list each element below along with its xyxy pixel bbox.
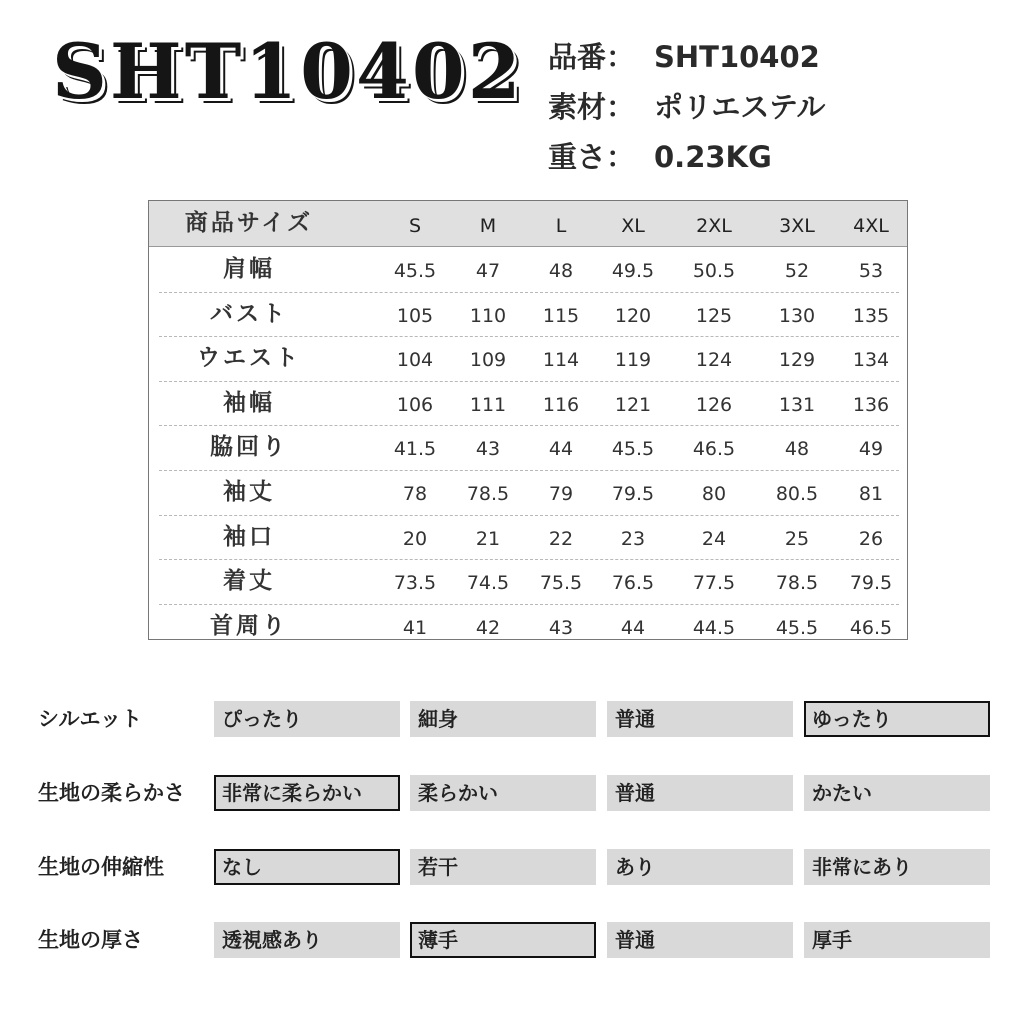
- size-table-cell: 131: [778, 393, 816, 416]
- size-table-cell: 76.5: [611, 572, 655, 595]
- attribute-label: 生地の柔らかさ: [38, 781, 185, 805]
- size-table-cell: 46.5: [849, 616, 893, 639]
- size-row-label: バスト: [210, 300, 288, 327]
- attribute-option: 細身: [410, 701, 596, 737]
- size-table-cell: 78.5: [466, 483, 510, 505]
- attribute-label: シルエット: [38, 707, 143, 731]
- size-table-cell: 44.5: [692, 616, 736, 639]
- size-header-l: L: [555, 215, 567, 237]
- size-table-cell: 26: [858, 527, 884, 550]
- size-table-cell: 110: [469, 304, 507, 327]
- size-header-xl: XL: [621, 215, 645, 237]
- size-header-s: S: [408, 215, 422, 237]
- size-table-cell: 104: [396, 349, 434, 372]
- attribute-option: あり: [607, 849, 793, 885]
- size-table-cell: 24: [701, 527, 727, 550]
- attribute-option-selected: なし: [214, 849, 400, 885]
- size-table-cell: 130: [778, 304, 816, 327]
- size-table-cell: 126: [695, 393, 733, 416]
- spec-value: SHT10402: [654, 40, 820, 74]
- size-table-cell: 44: [620, 616, 646, 639]
- size-row-label: 着丈: [223, 568, 275, 595]
- size-table-cell: 22: [548, 527, 574, 550]
- size-table-cell: 43: [548, 616, 574, 639]
- size-table-cell: 134: [852, 349, 890, 372]
- size-table-cell: 111: [469, 393, 507, 416]
- spec-value: ポリエステル: [654, 90, 826, 124]
- size-table-cell: 45.5: [393, 260, 437, 282]
- attribute-label: 生地の厚さ: [38, 928, 143, 952]
- size-table-cell: 20: [402, 527, 428, 550]
- size-table-cell: 42: [475, 616, 501, 639]
- attribute-option: かたい: [804, 775, 990, 811]
- size-table-cell: 109: [469, 349, 507, 372]
- size-table-cell: 114: [542, 349, 580, 372]
- size-table-cell: 124: [695, 349, 733, 372]
- spec-label: 重さ：: [548, 140, 636, 174]
- size-row-label: ウエスト: [197, 345, 301, 372]
- attribute-option: 非常にあり: [804, 849, 990, 885]
- attribute-option: 普通: [607, 775, 793, 811]
- size-table-cell: 105: [396, 304, 434, 327]
- size-table-cell: 47: [475, 260, 501, 282]
- spec-material: [548, 82, 825, 132]
- attribute-option: 普通: [607, 701, 793, 737]
- size-table-cell: 50.5: [692, 260, 736, 282]
- size-table-cell: 49: [858, 438, 884, 461]
- size-table-cell: 48: [784, 438, 810, 461]
- size-table-cell: 43: [475, 438, 501, 461]
- size-table-cell: 44: [548, 438, 574, 461]
- size-table-cell: 135: [852, 304, 890, 327]
- size-table-cell: 21: [475, 527, 501, 550]
- size-table-cell: 129: [778, 349, 816, 372]
- size-row-label: 袖丈: [223, 479, 275, 505]
- size-table-cell: 45.5: [775, 616, 819, 639]
- size-table-cell: 136: [852, 393, 890, 416]
- attribute-option: 若干: [410, 849, 596, 885]
- size-header-3xl: 3XL: [779, 215, 815, 237]
- size-table-cell: 78: [402, 483, 428, 505]
- size-table-cell: 106: [396, 393, 434, 416]
- size-table-cell: 74.5: [466, 572, 510, 595]
- spec-weight: [548, 132, 825, 182]
- size-table-cell: 49.5: [611, 260, 655, 282]
- size-table-cell: 52: [784, 260, 810, 282]
- size-table-cell: 75.5: [539, 572, 583, 595]
- size-table-cell: 73.5: [393, 572, 437, 595]
- product-specs: [548, 32, 825, 182]
- attribute-option: 透視感あり: [214, 922, 400, 958]
- attribute-option: 普通: [607, 922, 793, 958]
- spec-label: 素材：: [548, 90, 636, 124]
- size-table-cell: 78.5: [775, 572, 819, 595]
- size-header-4xl: 4XL: [853, 215, 889, 237]
- attribute-option: ぴったり: [214, 701, 400, 737]
- size-table-cell: 80.5: [775, 483, 819, 505]
- size-table-cell: 79: [548, 483, 574, 505]
- spec-label: 品番：: [548, 40, 636, 74]
- size-table-cell: 53: [858, 260, 884, 282]
- size-table-cell: 121: [614, 393, 652, 416]
- size-row-label: 脇回り: [210, 434, 288, 461]
- size-table-cell: 80: [701, 483, 727, 505]
- size-row-label: 袖口: [223, 523, 275, 550]
- attribute-label: 生地の伸縮性: [38, 855, 164, 879]
- size-table: [148, 200, 908, 640]
- spec-value: 0.23KG: [654, 140, 772, 174]
- attribute-option-selected: 薄手: [410, 922, 596, 958]
- size-table-cell: 120: [614, 304, 652, 327]
- size-table-cell: 79.5: [849, 572, 893, 595]
- size-header-label: 商品サイズ: [184, 210, 314, 236]
- spec-item-number: [548, 32, 825, 82]
- attribute-option: 柔らかい: [410, 775, 596, 811]
- size-table-cell: 46.5: [692, 438, 736, 461]
- size-header-2xl: 2XL: [696, 215, 732, 237]
- size-header-m: M: [479, 215, 497, 237]
- attribute-option-selected: 非常に柔らかい: [214, 775, 400, 811]
- size-row-label: 袖幅: [223, 389, 275, 416]
- size-table-cell: 125: [695, 304, 733, 327]
- size-table-cell: 77.5: [692, 572, 736, 595]
- size-table-cell: 45.5: [611, 438, 655, 461]
- attribute-option-selected: ゆったり: [804, 701, 990, 737]
- size-table-cell: 41: [402, 616, 428, 639]
- size-row-label: 首周り: [210, 612, 288, 639]
- size-table-cell: 119: [614, 349, 652, 372]
- size-table-cell: 25: [784, 527, 810, 550]
- size-table-cell: 48: [548, 260, 574, 282]
- attribute-option: 厚手: [804, 922, 990, 958]
- product-title: SHT10402: [52, 27, 524, 116]
- size-table-cell: 41.5: [393, 438, 437, 461]
- size-table-cell: 79.5: [611, 483, 655, 505]
- size-table-cell: 81: [858, 483, 884, 505]
- size-row-label: 肩幅: [223, 256, 275, 282]
- size-table-cell: 115: [542, 304, 580, 327]
- size-table-cell: 23: [620, 527, 646, 550]
- size-table-cell: 116: [542, 393, 580, 416]
